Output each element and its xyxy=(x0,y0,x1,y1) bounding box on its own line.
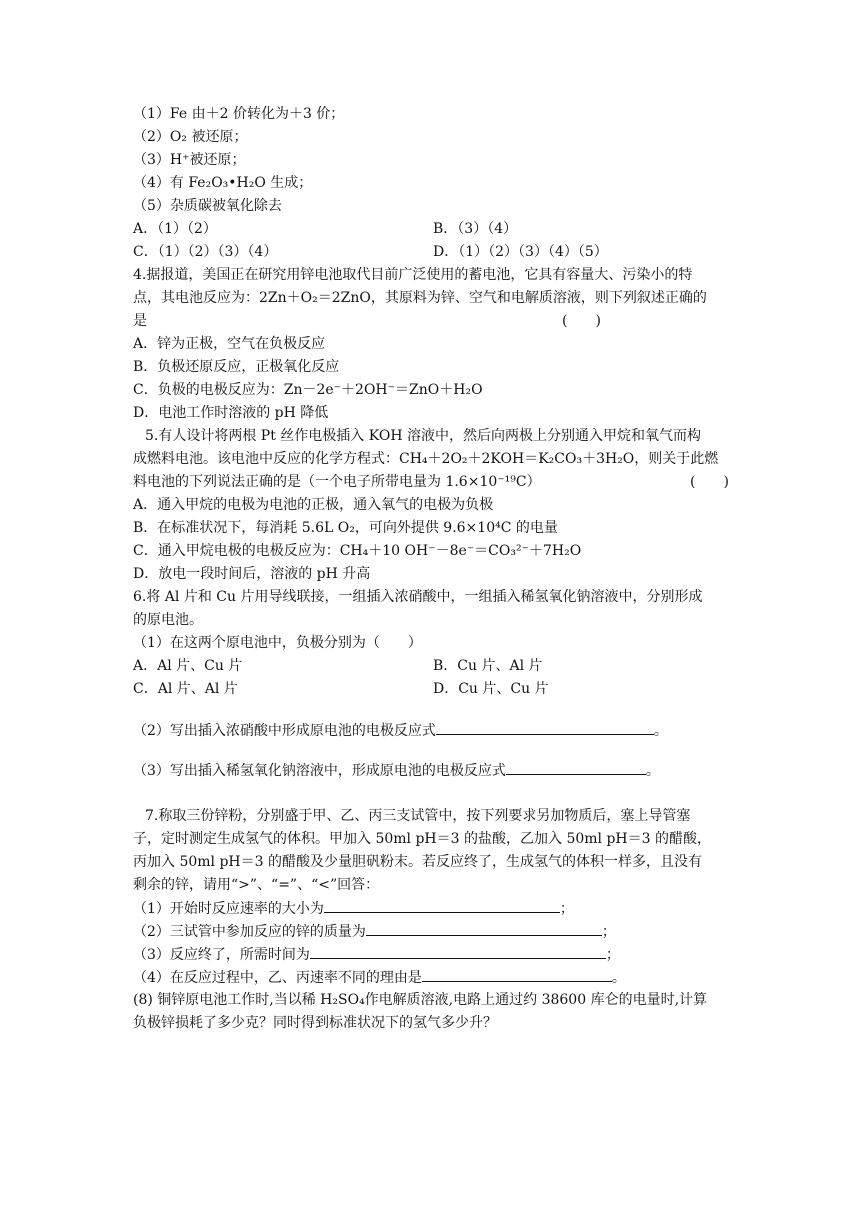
q6-stem-line-1: 6.将 Al 片和 Cu 片用导线联接，一组插入浓硝酸中，一组插入稀氢氧化钠溶液中，分别形成 xyxy=(133,589,703,605)
q7-sub4-text: （4）在反应过程中，乙、丙速率不同的理由是 xyxy=(133,970,422,986)
q4-stem-line-2: 点，其电池反应为：2Zn＋O₂＝2ZnO，其原料为锌、空气和电解质溶液，则下列叙述正确的 xyxy=(133,290,707,306)
q4-option-d: D．电池工作时溶液的 pH 降低 xyxy=(133,405,329,421)
q5-option-c: C．通入甲烷电极的电极反应为：CH₄＋10 OH⁻－8e⁻＝CO₃²⁻＋7H₂O xyxy=(133,543,582,559)
q5-option-d: D．放电一段时间后，溶液的 pH 升高 xyxy=(133,566,371,582)
q6-sub-question-1: （1）在这两个原电池中，负极分别为（ ） xyxy=(133,635,422,651)
q3-item-1: （1）Fe 由＋2 价转化为＋3 价； xyxy=(133,106,345,122)
q7-stem-line-3: 丙加入 50ml pH＝3 的醋酸及少量胆矾粉末。若反应终了，生成氢气的体积一样多，且没有 xyxy=(133,854,702,870)
q8-line-1: (8) 铜锌原电池工作时,当以稀 H₂SO₄作电解质溶液,电路上通过约 38600 库仑的电量时,计算 xyxy=(133,992,708,1008)
q7-sub3-answer-blank[interactable] xyxy=(310,944,606,959)
q3-item-4: （4）有 Fe₂O₃•H₂O 生成； xyxy=(133,175,313,191)
q7-stem-line-2: 子，定时测定生成氢气的体积。甲加入 50ml pH＝3 的盐酸，乙加入 50ml pH＝3 的醋酸， xyxy=(133,831,711,847)
q7-sub-question-1 xyxy=(133,898,574,918)
q4-option-a: A．锌为正极，空气在负极反应 xyxy=(133,336,326,352)
q5-option-b: B．在标准状况下，每消耗 5.6L O₂，可向外提供 9.6×10⁴C 的电量 xyxy=(133,520,558,536)
q7-sub-question-4 xyxy=(133,967,626,987)
q7-sub3-end: ； xyxy=(605,947,620,963)
q6-sub2-text: （2）写出插入浓硝酸中形成原电池的电极反应式 xyxy=(133,723,436,739)
q6-sub-question-2 xyxy=(133,720,668,740)
q3-option-c: C．（1）（2）（3）（4） xyxy=(133,244,278,260)
q7-sub4-answer-blank[interactable] xyxy=(422,967,612,982)
q5-answer-paren: ( ) xyxy=(690,474,729,490)
q4-answer-paren: ( ) xyxy=(562,313,601,329)
q6-sub3-end: 。 xyxy=(645,763,660,779)
q6-sub3-text: （3）写出插入稀氢氧化钠溶液中，形成原电池的电极反应式 xyxy=(133,763,506,779)
q6-option-a: A．Al 片、Cu 片 xyxy=(133,658,243,674)
q3-item-3: （3）H⁺被还原； xyxy=(133,152,246,168)
q4-stem-line-1: 4.据报道，美国正在研究用锌电池取代目前广泛使用的蓄电池，它具有容量大、污染小的特 xyxy=(133,267,693,283)
q4-option-b: B．负极还原反应，正极氧化反应 xyxy=(133,359,340,375)
q5-stem-line-1: 5.有人设计将两根 Pt 丝作电极插入 KOH 溶液中，然后向两极上分别通入甲烷和氧气而构 xyxy=(145,428,701,444)
q7-sub-question-2 xyxy=(133,921,616,941)
q7-stem-line-4: 剩余的锌，请用“>”、“=”、“<”回答： xyxy=(133,877,380,893)
q3-item-2: （2）O₂ 被还原； xyxy=(133,129,248,145)
q6-sub2-end: 。 xyxy=(653,723,668,739)
q6-sub-question-3 xyxy=(133,760,660,780)
q6-sub3-answer-blank[interactable] xyxy=(506,760,646,775)
q7-sub4-end: 。 xyxy=(611,970,626,986)
q7-sub2-text: （2）三试管中参加反应的锌的质量为 xyxy=(133,924,366,940)
q8-line-2: 负极锌损耗了多少克？同时得到标准状况下的氢气多少升？ xyxy=(133,1015,497,1031)
q6-sub2-answer-blank[interactable] xyxy=(436,720,654,735)
q7-sub2-answer-blank[interactable] xyxy=(366,921,602,936)
q5-stem-line-2: 成燃料电池。该电池中反应的化学方程式：CH₄＋2O₂＋2KOH＝K₂CO₃＋3H₂O，则关于此燃 xyxy=(133,451,719,467)
q6-option-b: B．Cu 片、Al 片 xyxy=(433,658,543,674)
q3-option-d: D．（1）（2）（3）（4）（5） xyxy=(433,244,608,260)
q6-option-d: D．Cu 片、Cu 片 xyxy=(433,681,549,697)
q6-stem-line-2: 的原电池。 xyxy=(133,612,203,628)
q7-sub1-answer-blank[interactable] xyxy=(324,898,560,913)
q5-stem-line-3: 料电池的下列说法正确的是（一个电子所带电量为 1.6×10⁻¹⁹C） xyxy=(133,474,541,490)
q7-sub1-end: ； xyxy=(559,901,574,917)
q3-item-5: （5）杂质碳被氧化除去 xyxy=(133,198,282,214)
q7-sub3-text: （3）反应终了，所需时间为 xyxy=(133,947,310,963)
q3-option-b: B．（3）（4） xyxy=(433,221,518,237)
q7-sub2-end: ； xyxy=(601,924,616,940)
q6-option-c: C．Al 片、Al 片 xyxy=(133,681,238,697)
q5-option-a: A．通入甲烷的电极为电池的正极，通入氧气的电极为负极 xyxy=(133,497,494,513)
q3-option-a: A．（1）（2） xyxy=(133,221,217,237)
q7-stem-line-1: 7.称取三份锌粉，分别盛于甲、乙、丙三支试管中，按下列要求另加物质后，塞上导管塞 xyxy=(145,808,691,824)
q7-sub-question-3 xyxy=(133,944,620,964)
q7-sub1-text: （1）开始时反应速率的大小为 xyxy=(133,901,324,917)
q4-stem-line-3: 是 xyxy=(133,313,147,329)
q4-option-c: C．负极的电极反应为：Zn－2e⁻＋2OH⁻＝ZnO＋H₂O xyxy=(133,382,483,398)
